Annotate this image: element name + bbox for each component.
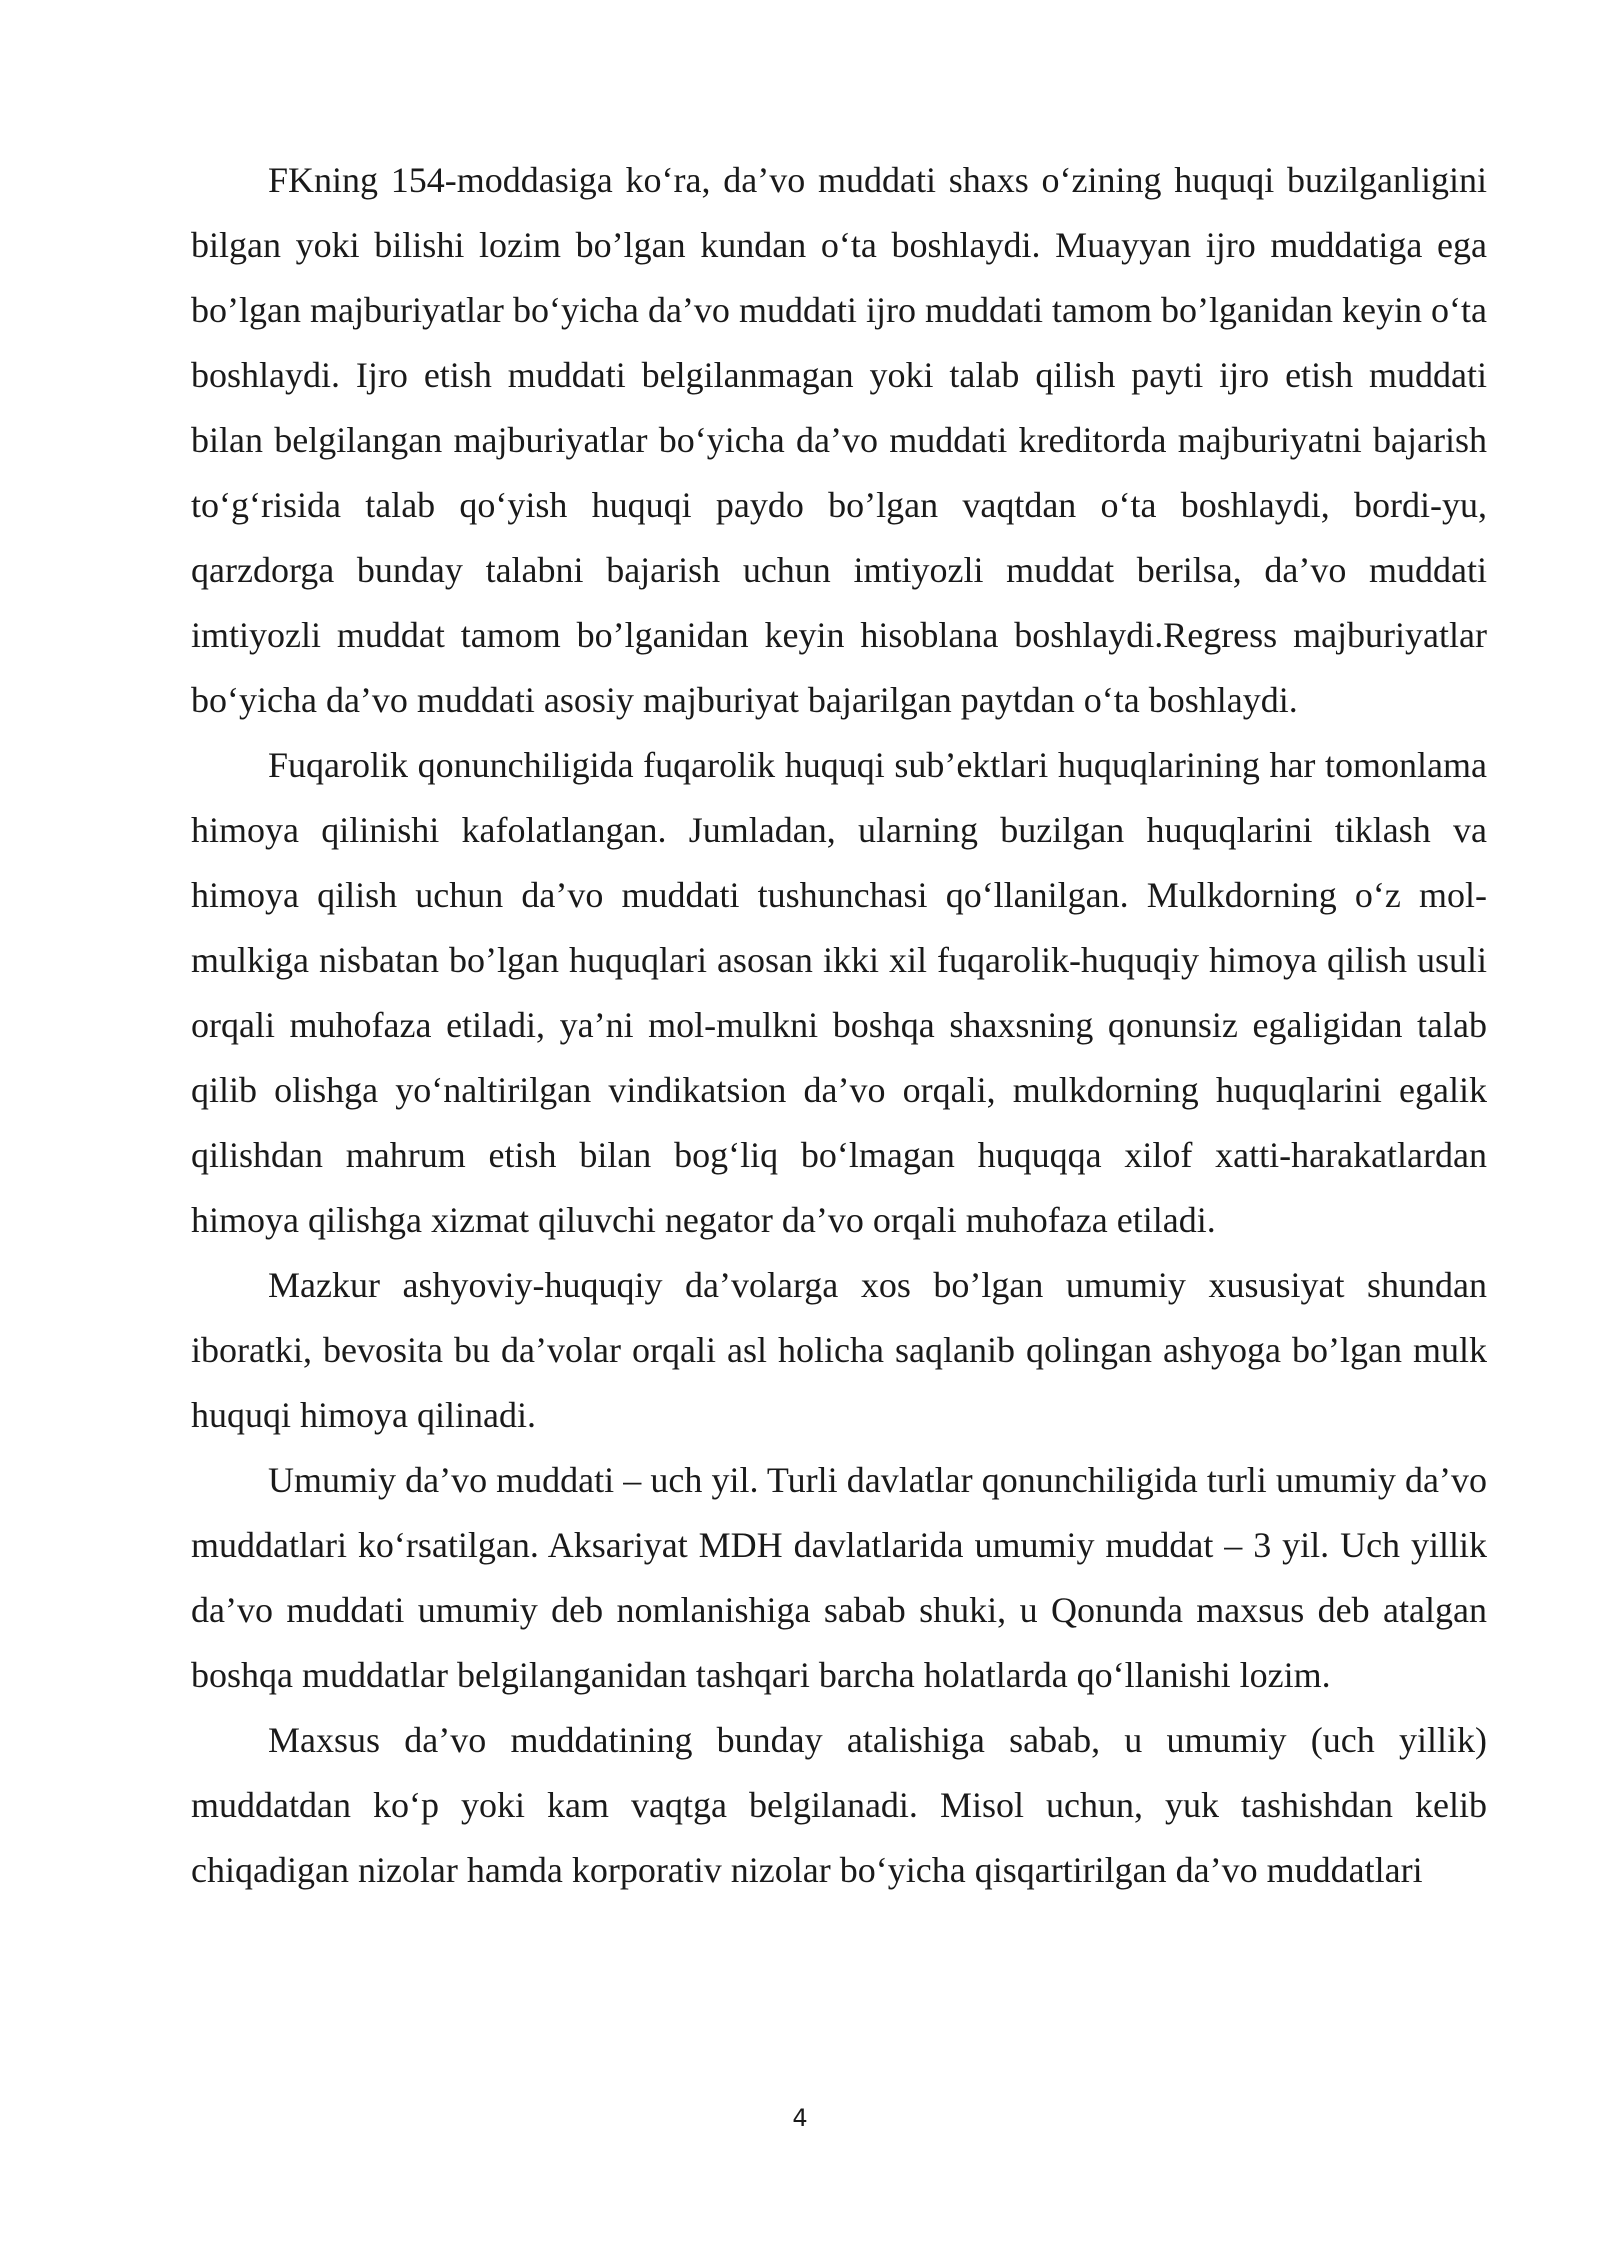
paragraph: Maxsus da’vo muddatining bunday atalishiga sabab, u umumiy (uch yillik) muddatdan ko‘p yoki kam vaqtga belgilanadi. Misol uchun, yuk tashishdan kelib chiqadigan nizolar hamda korporativ nizolar bo‘yicha qisqartirilgan da’vo muddatlari xyxy=(191,1720,1487,1890)
paragraph: Fuqarolik qonunchiligida fuqarolik huquqi sub’ektlari huquqlarining har tomonlama himoya qilinishi kafolatlangan. Jumladan, ularning buzilgan huquqlarini tiklash va himoya qilish uchun da’vo muddati tushunchasi qo‘llanilgan. Mulkdorning o‘z mol-mulkiga nisbatan bo’lgan huquqlari asosan ikki xil fuqarolik-huquqiy himoya qilish usuli orqali muhofaza etiladi, ya’ni mol-mulkni boshqa shaxsning qonunsiz egaligidan talab qilib olishga yo‘naltirilgan vindikatsion da’vo orqali, mulkdorning huquqlarini egalik qilishdan mahrum etish bilan bog‘liq bo‘lmagan huquqqa xilof xatti-harakatlardan himoya qilishga xizmat qiluvchi negator da’vo orqali muhofaza etiladi. xyxy=(191,745,1487,1240)
paragraph: Umumiy da’vo muddati – uch yil. Turli davlatlar qonunchiligida turli umumiy da’vo muddatlari ko‘rsatilgan. Aksariyat MDH davlatlarida umumiy muddat – 3 yil. Uch yillik da’vo muddati umumiy deb nomlanishiga sabab shuki, u Qonunda maxsus deb atalgan boshqa muddatlar belgilanganidan tashqari barcha holatlarda qo‘llanishi lozim. xyxy=(191,1460,1487,1695)
page-number: 4 xyxy=(792,2104,808,2132)
body-text xyxy=(191,148,1487,1903)
paragraph: FKning 154-moddasiga ko‘ra, da’vo muddati shaxs o‘zining huquqi buzilganligini bilgan yoki bilishi lozim bo’lgan kundan o‘ta boshlaydi. Muayyan ijro muddatiga ega bo’lgan majburiyatlar bo‘yicha da’vo muddati ijro muddati tamom bo’lganidan keyin o‘ta boshlaydi. Ijro etish muddati belgilanmagan yoki talab qilish payti ijro etish muddati bilan belgilangan majburiyatlar bo‘yicha da’vo muddati kreditorda majburiyatni bajarish to‘g‘risida talab qo‘yish huquqi paydo bo’lgan vaqtdan o‘ta boshlaydi, bordi-yu, qarzdorga bunday talabni bajarish uchun imtiyozli muddat berilsa, da’vo muddati imtiyozli muddat tamom bo’lganidan keyin hisoblana boshlaydi.Regress majburiyatlar bo‘yicha da’vo muddati asosiy majburiyat bajarilgan paytdan o‘ta boshlaydi. xyxy=(191,160,1487,720)
paragraph: Mazkur ashyoviy-huquqiy da’volarga xos bo’lgan umumiy xususiyat shundan iboratki, bevosita bu da’volar orqali asl holicha saqlanib qolingan ashyoga bo’lgan mulk huquqi himoya qilinadi. xyxy=(191,1265,1487,1435)
